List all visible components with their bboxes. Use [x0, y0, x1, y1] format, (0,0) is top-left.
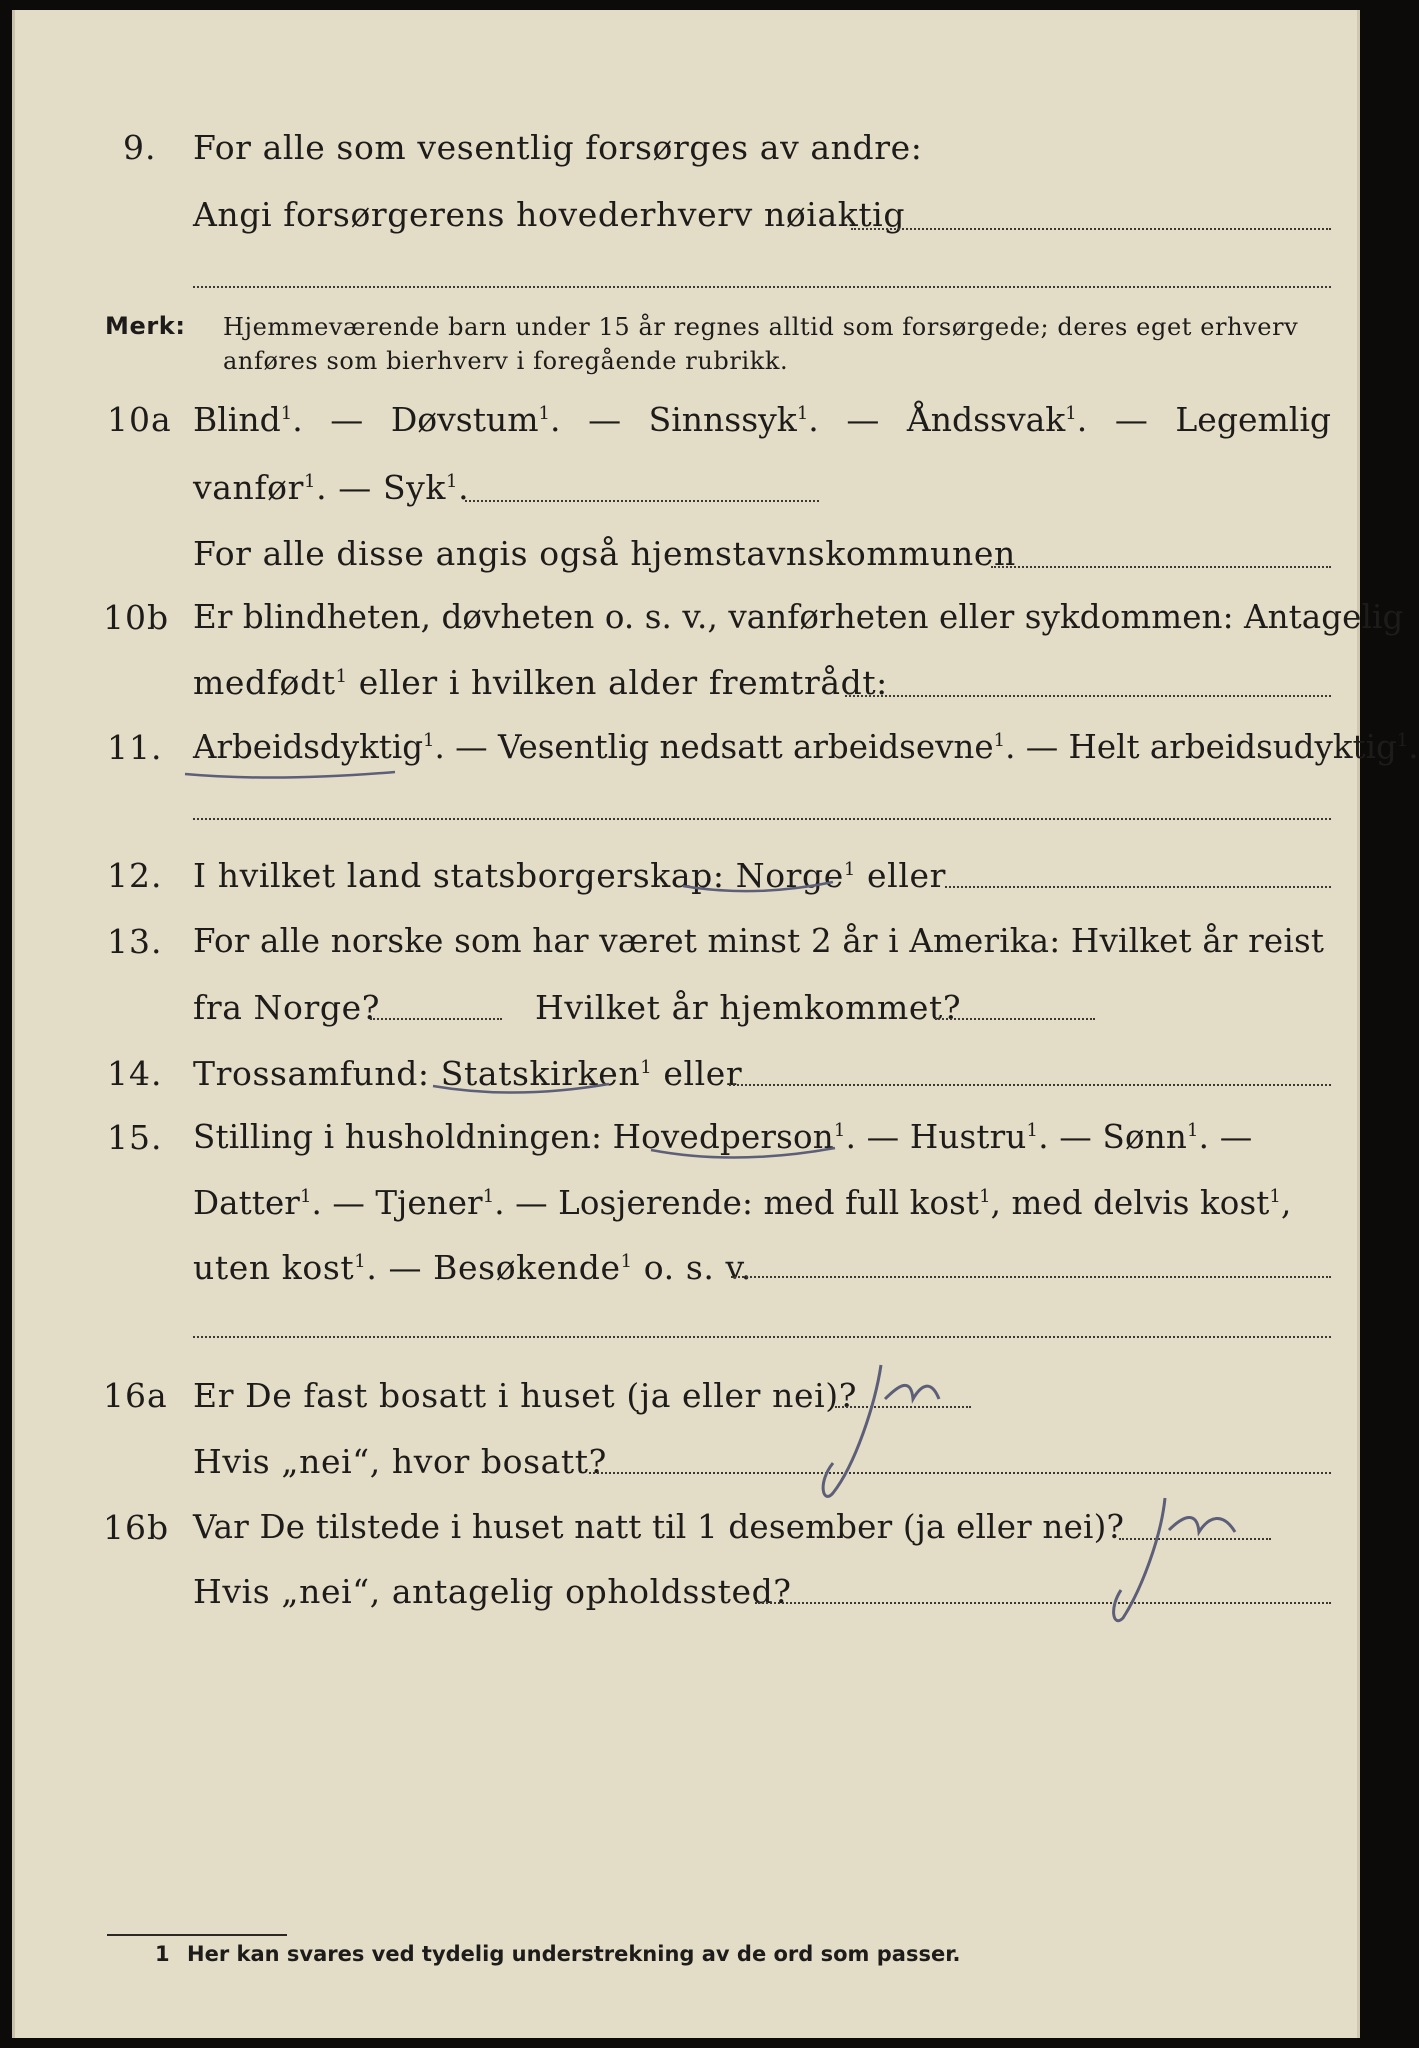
q13-hjem: Hvilket år hjemkommet?: [535, 988, 962, 1027]
pencil-stroke: [1169, 1517, 1235, 1532]
underline-hovedperson: [651, 1148, 835, 1158]
q10a-dovstum: Døvstum$^1$.: [390, 400, 561, 439]
underline-statskirken: [433, 1084, 609, 1093]
q11-line1: Arbeidsdyktig$^1$. — Vesentlig nedsatt arbeidsevne$^1$. — Helt arbeidsudyktig$^1$.: [193, 728, 1419, 766]
q16a-line2: Hvis „nei“, hvor bosatt?: [193, 1442, 607, 1481]
q10a-line1: Blind$^1$. — Døvstum$^1$. — Sinnssyk$^1$. — Åndssvak$^1$. — Legemlig: [193, 400, 1331, 439]
item-number: 11.: [107, 728, 163, 767]
q16b-line1: Var De tilstede i huset natt til 1 desember (ja eller nei)?: [193, 1508, 1125, 1546]
q14-statskirken: Statskirken: [440, 1054, 641, 1093]
q12-norge: Norge: [735, 856, 844, 895]
q14-line: Trossamfund: Statskirken$^1$ eller: [193, 1054, 743, 1093]
q16b-line2: Hvis „nei“, antagelig opholdssted?: [193, 1572, 792, 1611]
underline-arbeidsdyktig: [185, 772, 395, 778]
item-number: 9.: [123, 128, 157, 167]
item-number: 14.: [107, 1054, 163, 1093]
pencil-stroke: [1114, 1498, 1165, 1621]
q10a-blind: Blind$^1$.: [193, 400, 303, 439]
item-number: 15.: [107, 1118, 163, 1157]
q15-line2: Datter$^1$. — Tjener$^1$. — Losjerende: med full kost$^1$, med delvis kost$^1$,: [193, 1184, 1292, 1222]
q15-line3: uten kost$^1$. — Besøkende$^1$ o. s. v.: [193, 1248, 752, 1287]
footnote-marker: 1: [155, 1942, 170, 1966]
item-number: 16a: [103, 1376, 168, 1415]
q10a-line2: vanfør$^1$. — Syk$^1$.: [193, 468, 470, 507]
q15-line1: Stilling i husholdningen: Hovedperson$^1$. — Hustru$^1$. — Sønn$^1$. —: [193, 1118, 1253, 1156]
footnote-rule: [107, 1934, 287, 1936]
merk-line1: Hjemmeværende barn under 15 år regnes alltid som forsørgede; deres eget erhverv: [223, 313, 1299, 341]
q10b-line1: Er blindheten, døvheten o. s. v., vanførheten eller sykdommen: Antagelig: [193, 598, 1404, 636]
handwritten-answer-16a: [815, 1355, 965, 1505]
q9-line1: For alle som vesentlig forsørges av andre:: [193, 128, 923, 167]
pencil-stroke: [823, 1365, 881, 1496]
item-number: 13.: [107, 922, 163, 961]
pencil-marks: [15, 10, 1357, 2038]
form-page: [12, 10, 1419, 2038]
q10a-andssvak: Åndssvak$^1$.: [906, 400, 1088, 439]
q13-fra: fra Norge?: [193, 988, 381, 1027]
merk-line2: anføres som bierhverv i foregående rubrikk.: [223, 347, 789, 375]
q10a-legemlig: Legemlig: [1175, 400, 1331, 439]
q11-arbeidsdyktig: Arbeidsdyktig: [193, 728, 424, 766]
item-number: 12.: [107, 856, 163, 895]
merk-label: Merk:: [105, 312, 186, 340]
item-number: 10b: [103, 598, 170, 637]
footnote-text: Her kan svares ved tydelig understrekning av de ord som passer.: [187, 1942, 961, 1966]
q12-line: I hvilket land statsborgerskap: Norge$^1$ eller: [193, 856, 946, 895]
q15-hovedperson: Hovedperson: [612, 1118, 834, 1156]
q10b-line2: medfødt$^1$ eller i hvilken alder fremtrådt:: [193, 663, 888, 702]
q10a-sinnssyk: Sinnssyk$^1$.: [648, 400, 819, 439]
underline-norge: [683, 882, 833, 891]
item-number: 16b: [103, 1508, 170, 1547]
q9-line2: Angi forsørgerens hovederhverv nøiaktig: [193, 195, 906, 234]
pencil-stroke: [885, 1385, 939, 1399]
item-number: 10a: [107, 400, 172, 439]
q10a-line3: For alle disse angis også hjemstavnskommunen: [193, 534, 1016, 573]
q16a-line1: Er De fast bosatt i huset (ja eller nei)?: [193, 1376, 857, 1415]
handwritten-answer-16b: [1105, 1490, 1255, 1630]
q13-line1: For alle norske som har været minst 2 år i Amerika: Hvilket år reist: [193, 922, 1325, 960]
